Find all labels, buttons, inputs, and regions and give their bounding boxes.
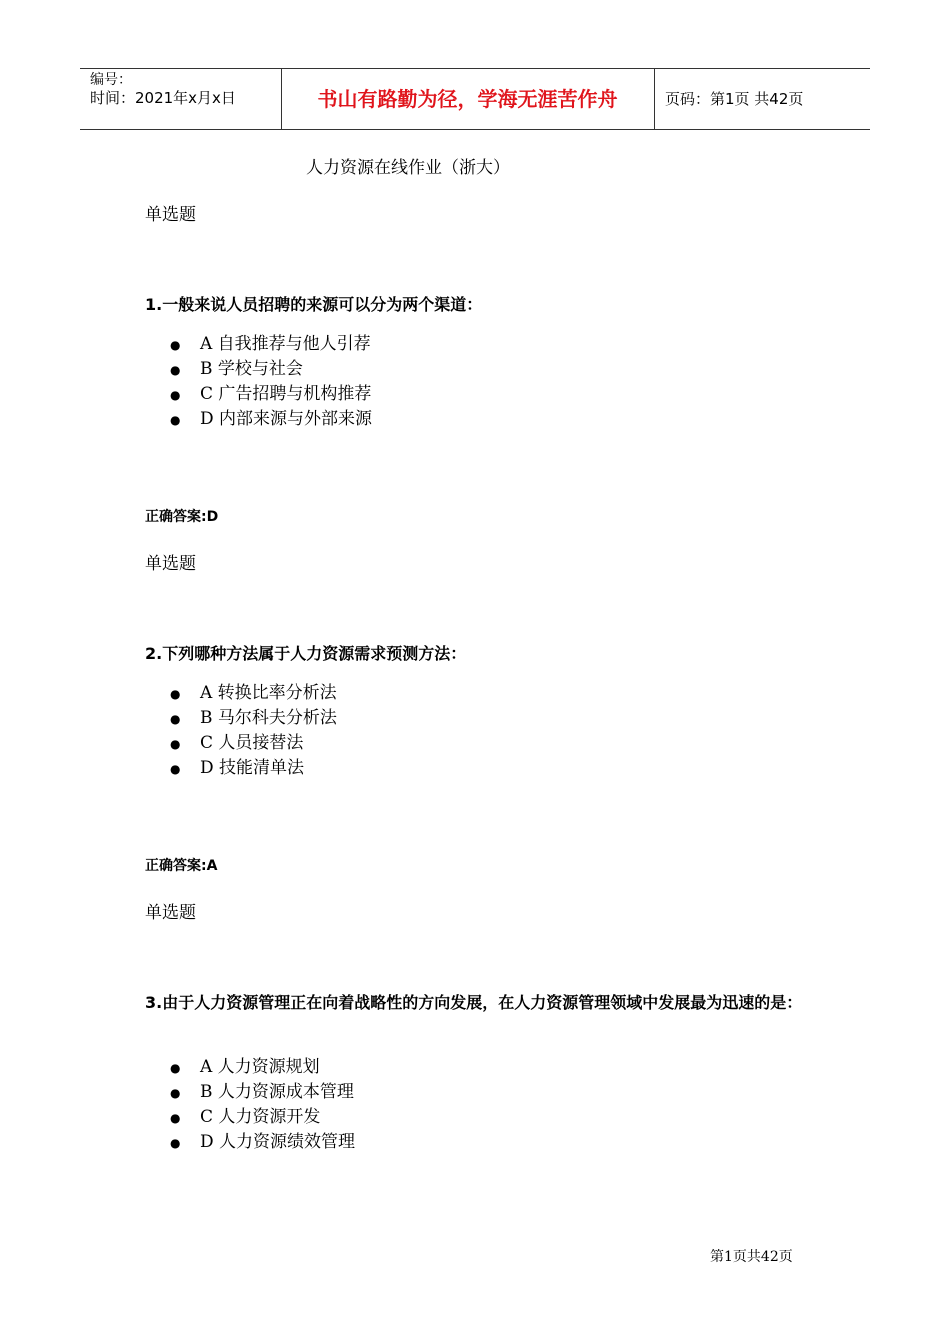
- option-list: [170, 1055, 355, 1155]
- bullet-icon: ●: [170, 712, 181, 726]
- document-title: 人力资源在线作业（浙大）: [306, 158, 510, 178]
- option-item: [170, 706, 337, 731]
- option-item: [170, 1130, 355, 1155]
- option-item: [170, 681, 337, 706]
- option-text: D 技能清单法: [200, 758, 305, 778]
- number-label: 编号：: [90, 72, 132, 88]
- option-item: [170, 1080, 355, 1105]
- bullet-icon: ●: [170, 1136, 181, 1150]
- option-text: A 人力资源规划: [200, 1057, 320, 1077]
- question-type-label: 单选题: [145, 903, 196, 923]
- bullet-icon: ●: [170, 413, 181, 427]
- option-item: [170, 332, 372, 357]
- question-text: 3.由于人力资源管理正在向着战略性的方向发展，在人力资源管理领域中发展最为迅速的是：: [145, 993, 803, 1012]
- bullet-icon: ●: [170, 737, 181, 751]
- header-motto-cell: [281, 69, 655, 129]
- time-label: 时间：2021年x月x日: [90, 89, 236, 107]
- option-item: [170, 731, 337, 756]
- page-header: [80, 68, 870, 130]
- bullet-icon: ●: [170, 388, 181, 402]
- option-item: [170, 407, 372, 432]
- option-item: [170, 1055, 355, 1080]
- bullet-icon: ●: [170, 1111, 181, 1125]
- option-text: C 广告招聘与机构推荐: [200, 384, 372, 404]
- bullet-icon: ●: [170, 338, 181, 352]
- question-type-label: 单选题: [145, 554, 196, 574]
- option-item: [170, 382, 372, 407]
- question-text: 1.一般来说人员招聘的来源可以分为两个渠道：: [145, 295, 483, 314]
- bullet-icon: ●: [170, 363, 181, 377]
- option-text: B 人力资源成本管理: [200, 1082, 354, 1102]
- bullet-icon: ●: [170, 1061, 181, 1075]
- question-text: 2.下列哪种方法属于人力资源需求预测方法：: [145, 644, 467, 663]
- correct-answer: 正确答案:A: [145, 858, 218, 874]
- option-item: [170, 357, 372, 382]
- bullet-icon: ●: [170, 687, 181, 701]
- header-motto: 书山有路勤为径，学海无涯苦作舟: [317, 87, 618, 111]
- option-text: A 自我推荐与他人引荐: [200, 334, 371, 354]
- option-list: [170, 681, 337, 781]
- option-text: D 人力资源绩效管理: [200, 1132, 356, 1152]
- option-list: [170, 332, 372, 432]
- option-text: C 人力资源开发: [200, 1107, 321, 1127]
- header-page-cell: [655, 69, 870, 129]
- page-footer: 第1页共42页: [710, 1249, 793, 1265]
- option-text: C 人员接替法: [200, 733, 304, 753]
- bullet-icon: ●: [170, 762, 181, 776]
- header-page-info: 页码：第1页 共42页: [665, 90, 804, 108]
- bullet-icon: ●: [170, 1086, 181, 1100]
- option-text: B 马尔科夫分析法: [200, 708, 337, 728]
- option-item: [170, 1105, 355, 1130]
- header-left-cell: [80, 69, 282, 129]
- option-item: [170, 756, 337, 781]
- question-type-label: 单选题: [145, 205, 196, 225]
- option-text: A 转换比率分析法: [200, 683, 337, 703]
- correct-answer: 正确答案:D: [145, 509, 219, 525]
- option-text: B 学校与社会: [200, 359, 303, 379]
- option-text: D 内部来源与外部来源: [200, 409, 373, 429]
